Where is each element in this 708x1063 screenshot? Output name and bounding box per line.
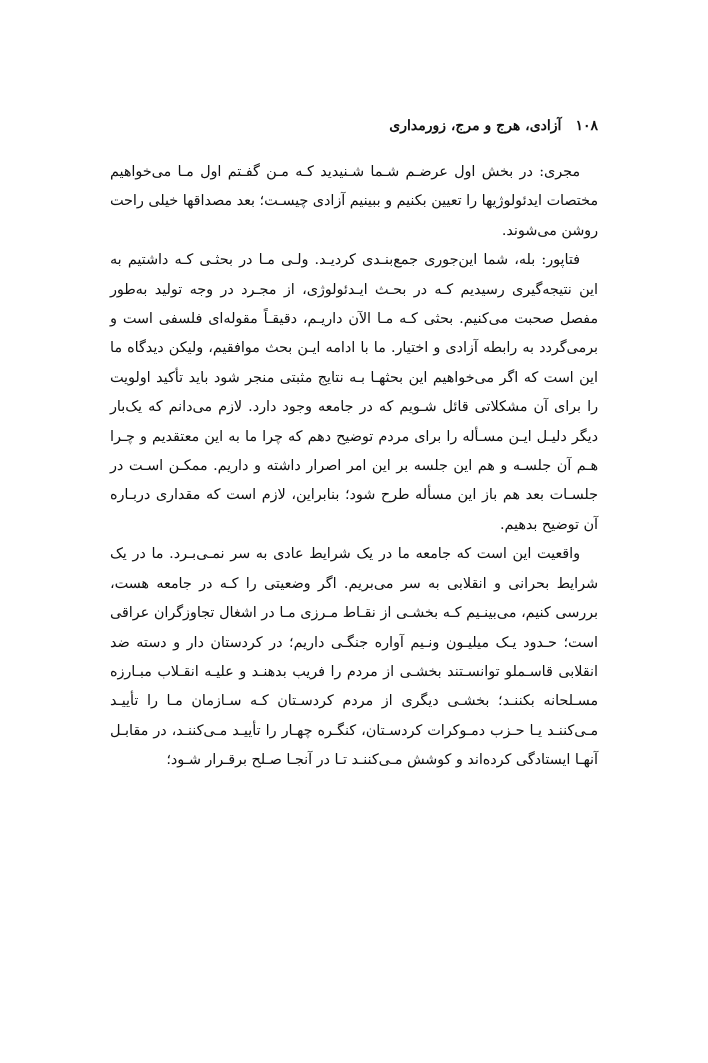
paragraph-2 [110, 246, 598, 540]
paragraph-text: واقعیت این است که جامعه ما در یک شرایط عادی به سر نمـی‌بـرد. ما در یک شرایط بحرانی و انقلابی به سر می‌بریم. اگر وضعیتی را کـه در جامعه هست، بررسی کنیم، می‌بینـیم کـه بخشـی از نقـاط مـرزی مـا در اشغال تجاوزگران عراقی است؛ حـدود یـک میلیـون ونـیم آواره جنگـی داریم؛ در کردستان دار و دسته ضد انقلابی قاسـملو توانسـتند بخشـی از مردم را فریب بدهنـد و علیـه انقـلاب مبـارزه مسـلحانه بکننـد؛ بخشـی دیگری از مردم کردسـتان کـه سـازمان مـا را تأییـد مـی‌کننـد یـا حـزب دمـوکرات کردسـتان، کنگـره چهـار را تأییـد مـی‌کننـد، در مقابـل آنهـا ایستادگی کرده‌اند و کوشش مـی‌کننـد تـا در آنجـا صـلح برقـرار شـود؛ [110, 546, 598, 769]
running-title: آزادی، هرج و مرج، زورمداری [389, 118, 562, 134]
speaker-label: فتاپور: [541, 252, 580, 269]
book-page [110, 118, 598, 776]
paragraph-text: در بخش اول عرضـم شـما شـنیدید کـه مـن گفـتم اول مـا می‌خواهیم مختصات ایدئولوژیها را تعیین بکنیم و ببینیم آزادی چیسـت؛ بعد مصداقها خیلی راحت روشن می‌شوند. [110, 164, 598, 239]
paragraph-1 [110, 158, 598, 246]
running-head [110, 118, 598, 134]
paragraph-3 [110, 540, 598, 775]
paragraph-text: بله، شما این‌جوری جمع‌بنـدی کردیـد. ولـی مـا در بحثـی کـه داشتیم به این نتیجه‌گیری رسیدیم کـه در بحـث ایـدئولوژی، از مجـرد در وجه تولید به‌طور مفصل صحبت می‌کنیم. بحثی کـه مـا الآن داریـم، دقیقـاً مقوله‌ای فلسفی است و برمی‌گردد به رابطه آزادی و اختیار. ما با ادامه ایـن بحث موافقیم، ولیکن دیدگاه ما این است که اگر می‌خواهیم این بحثهـا بـه نتایج مثبتی منجر شود باید تأکید اولویت را برای آن مشکلاتی قائل شـویم که در جامعه وجود دارد. لازم می‌دانم که یک‌بار دیگر دلیـل ایـن مسـأله را برای مردم توضیح دهم که چرا ما به این معتقدیم و چـرا هـم آن جلسـه و هم این جلسه بر این امر اصرار داشته و داریم. ممکـن اسـت در جلسـات بعد هم باز این مسأله طرح شود؛ بنابراین، لازم است که مقداری دربـاره آن توضیح بدهیم. [110, 252, 598, 533]
page-number: ۱۰۸ [575, 118, 598, 134]
speaker-label: مجری: [539, 164, 580, 180]
